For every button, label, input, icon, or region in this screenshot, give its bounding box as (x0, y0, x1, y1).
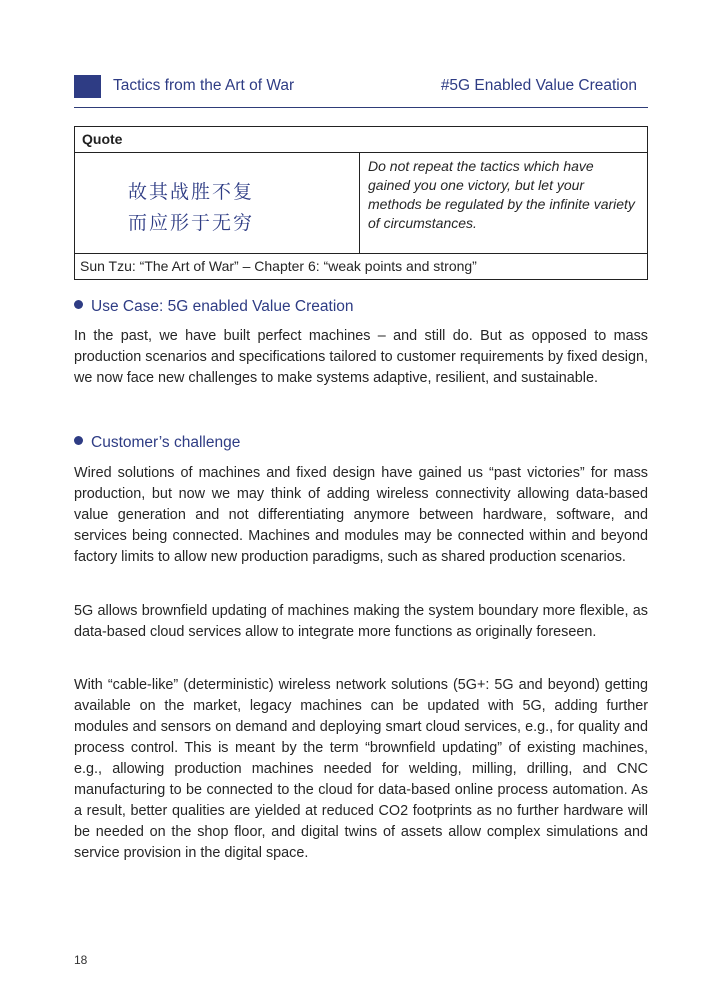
challenge-paragraph-2: 5G allows brownfield updating of machines making the system boundary more flexible, as data-based cloud services allow to integrate more functions as originally foreseen. (74, 603, 648, 640)
quote-table (74, 126, 648, 280)
challenge-heading (74, 434, 240, 452)
bullet-dot-icon (74, 300, 83, 309)
use-case-title: Use Case: 5G enabled Value Creation (91, 298, 354, 315)
page-header (74, 75, 648, 108)
quote-heading: Quote (75, 127, 647, 153)
use-case-heading (74, 298, 354, 316)
quote-chinese-line-2: 而应形于无穷 (128, 212, 255, 234)
quote-source: Sun Tzu: “The Art of War” – Chapter 6: “weak points and strong” (80, 258, 477, 274)
page-number: 18 (74, 953, 88, 967)
quote-body (75, 153, 647, 254)
header-left-title: Tactics from the Art of War (113, 77, 295, 94)
bullet-dot-icon (74, 436, 83, 445)
header-color-block (74, 75, 101, 98)
header-right-title: #5G Enabled Value Creation (440, 77, 637, 94)
challenge-title: Customer’s challenge (91, 434, 241, 451)
quote-chinese-line-1: 故其战胜不复 (128, 181, 255, 203)
quote-chinese (75, 153, 360, 253)
challenge-paragraph-1: Wired solutions of machines and fixed design have gained us “past victories” for mass production, but now we may think of adding wireless connectivity allowing data-based value generation and not differentiating anymore between hardware, software, and services being connected. Machines and modules may be connected within and beyond factory limits to allow new production paradigms, such as shared production scenarios. (74, 465, 648, 565)
quote-english: Do not repeat the tactics which have gained you one victory, but let your methods be regulated by the infinite variety of circumstances. (368, 158, 635, 231)
challenge-paragraph-3: With “cable-like” (deterministic) wireless network solutions (5G+: 5G and beyond) getting available on the market, legacy machines can be updated with 5G, adding further modules and sensors on demand and deploying smart cloud services, e.g., for quality and process control. This is meant by the term “brownfield updating” of existing machines, e.g., allowing production machines needed for welding, milling, drilling, and CNC manufacturing to be connected to the cloud for data-based online process automation. As a result, better qualities are yielded at reduced CO2 footprints as no further hardware will be needed on the shop floor, and digital twins of assets allow complex simulations and service provision in the digital space. (74, 677, 648, 861)
use-case-paragraph: In the past, we have built perfect machines – and still do. But as opposed to mass production scenarios and specifications tailored to customer requirements by fixed design, we now face new challenges to make systems adaptive, resilient, and sustainable. (74, 328, 648, 386)
